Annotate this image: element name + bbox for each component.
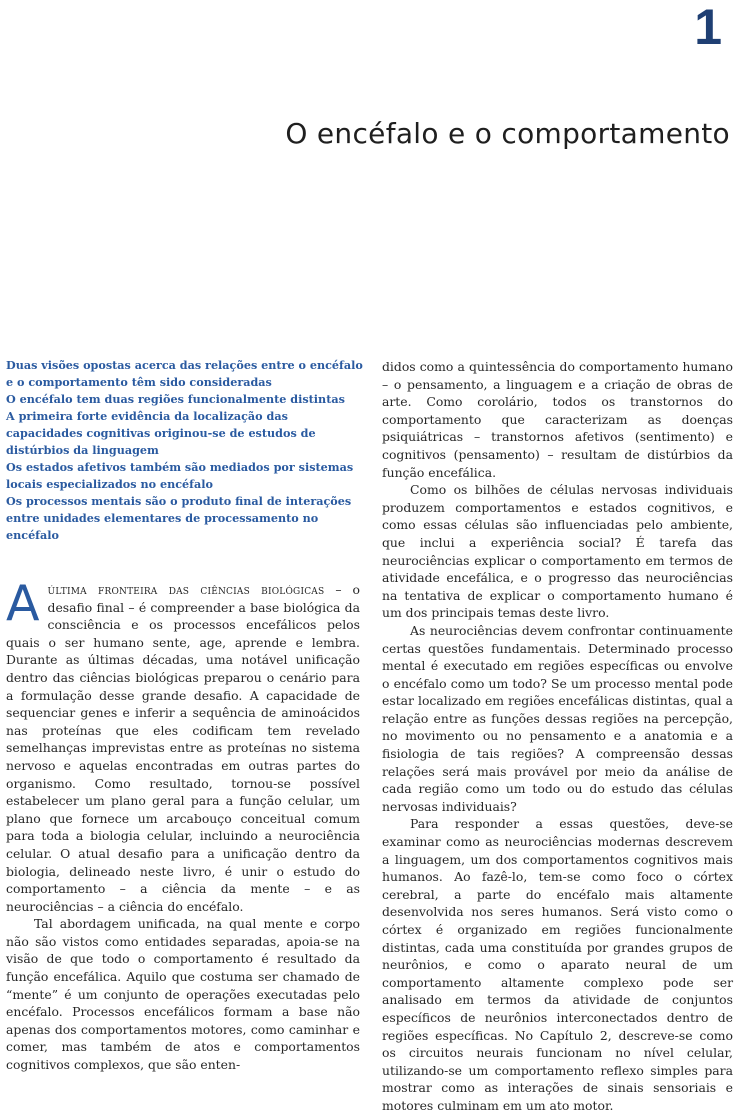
chapter-title: O encéfalo e o comportamento (285, 117, 730, 150)
outline-item: A primeira forte evidência da localização das capacidades cognitivas originou-se de estudos de distúrbios da linguagem (6, 409, 316, 457)
paragraph-2-part-a: Tal abordagem unificada, na qual mente e corpo não são vistos como entidades separadas, apoia-se na visão de que todo o comportamento é resultado da função encefálica. Aquilo que costuma ser chamado de “mente” é um conjunto de operações executadas pelo encéfalo. Processos encefálicos formam a base não apenas dos comportamentos motores, como caminhar e comer, mas também de atos e comportamentos cognitivos complexos, que são enten- (6, 916, 360, 1073)
body-column-right (382, 358, 733, 1115)
drop-cap: A (6, 575, 40, 632)
opening-smallcaps: última fronteira das ciências biológicas (47, 582, 325, 597)
paragraph-2-part-b: didos como a quintessência do comportamento humano – o pensamento, a linguagem e a criação de obras de arte. Como corolário, todos os transtornos do comportamento que caracterizam as doenças psiquiátricas – transtornos afetivos (sentimento) e cognitivos (pensamento) – resultam de distúrbios da função encefálica. (382, 359, 733, 480)
outline-item: Os estados afetivos também são mediados por sistemas locais especializados no encéfalo (6, 460, 354, 491)
paragraph-3: Como os bilhões de células nervosas individuais produzem comportamentos e estados cognitivos, e como essas células são influenciadas pelo ambiente, que inclui a experiência social? É tarefa das neurociências explicar o comportamento em termos de atividade encefálica, e o progresso das neurociências na tentativa de explicar o comportamento humano é um dos principais temas deste livro. (382, 482, 733, 621)
paragraph-5: Para responder a essas questões, deve-se examinar como as neurociências modernas descrevem a linguagem, um dos comportamentos cognitivos mais humanos. Ao fazê-lo, tem-se como foco o córtex cerebral, a parte do encéfalo mais altamente desenvolvida nos seres humanos. Será visto como o córtex é organizado em regiões funcionalmente distintas, cada uma constituída por grandes grupos de neurônios, e como o aparato neural de um comportamento altamente complexo pode ser analisado em termos da atividade de conjuntos específicos de neurônios interconectados dentro de regiões específicas. No Capítulo 2, descreve-se como os circuitos neurais funcionam no nível celular, utilizando-se um comportamento reflexo simples para mostrar como as interações de sinais sensoriais e motores culminam em um ato motor. (382, 816, 733, 1113)
chapter-number: 1 (694, 0, 722, 55)
outline-item: Os processos mentais são o produto final de interações entre unidades elementares de processamento no encéfalo (6, 494, 352, 542)
outline-item: O encéfalo tem duas regiões funcionalmente distintas (6, 392, 345, 406)
chapter-outline (6, 357, 366, 544)
paragraph-4: As neurociências devem confrontar continuamente certas questões fundamentais. Determinado processo mental é executado em regiões específicas ou envolve o encéfalo como um todo? Se um processo mental pode estar localizado em regiões encefálicas distintas, qual a relação entre as funções dessas regiões na percepção, no movimento ou no pensamento e a anatomia e a fisiologia de tais regiões? A compreensão dessas relações será mais provável por meio da análise de cada região como um todo ou do estudo das células nervosas individuais? (382, 622, 733, 814)
outline-item: Duas visões opostas acerca das relações entre o encéfalo e o comportamento têm sido consideradas (6, 358, 363, 389)
opening-paragraph (6, 575, 360, 915)
opening-text: – o desafio final – é compreender a base biológica da consciência e os processos encefálicos pelos quais o ser humano sente, age, aprende e lembra. Durante as últimas décadas, uma notável unificação dentro das ciências biológicas preparou o cenário para a formulação desse grande desafio. A capacidade de sequenciar genes e inferir a sequência de aminoácidos nas proteínas que eles codificam tem revelado semelhanças imprevistas entre as proteínas no sistema nervoso e aquelas encontradas em outras partes do organismo. Como resultado, tornou-se possível estabelecer um plano geral para a função celular, um plano que fornece um arcabouço conceitual comum para toda a biologia celular, incluindo a neurociência celular. O atual desafio para a unificação dentro da biologia, delineado neste livro, é unir o estudo do comportamento – a ciência da mente – e as neurociências – a ciência do encéfalo. (6, 582, 360, 914)
